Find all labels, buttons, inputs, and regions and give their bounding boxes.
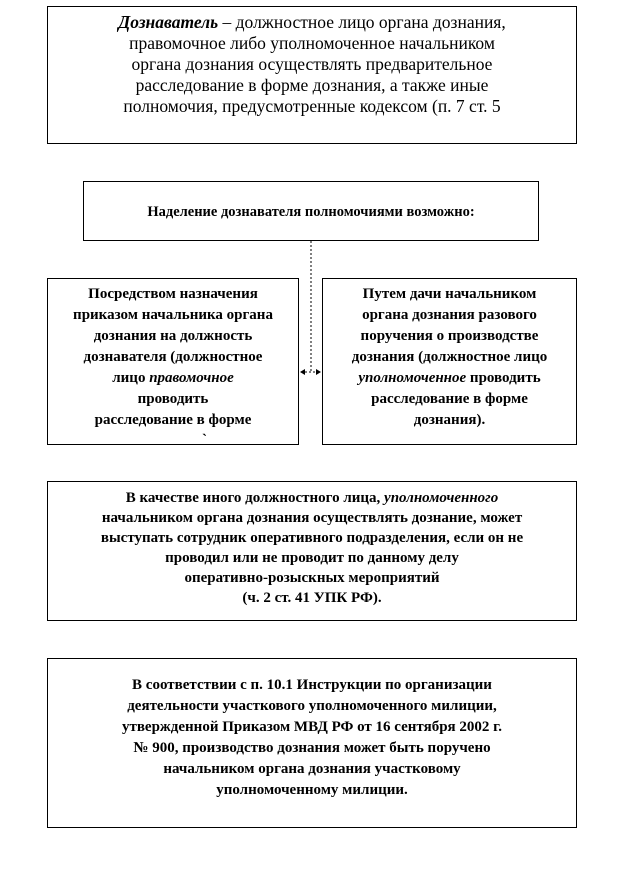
appointment-line: дознавателя (должностное (83, 349, 263, 365)
order-line: уполномоченное проводить (358, 370, 541, 386)
arrow-right-icon (316, 369, 321, 375)
appointment-line: лицо правомочное (112, 370, 234, 386)
definition-line: полномочия, предусмотренные кодексом (п. 7 ст. 5 (123, 96, 501, 116)
order-line: органа дознания разового (362, 307, 537, 323)
instruction-line: деятельности участкового уполномоченного милиции, (127, 698, 497, 714)
instruction-line: начальником органа дознания участковому (163, 761, 461, 777)
other-official-line: оперативно-розыскных мероприятий (184, 570, 440, 586)
powers-header-text: Наделение дознавателя полномочиями возможно: (147, 204, 475, 220)
order-line: Путем дачи начальником (362, 286, 537, 302)
term-empowered: уполномоченное (358, 370, 467, 386)
order-line: дознания). (413, 412, 486, 428)
other-official-line: (ч. 2 ст. 41 УПК РФ). (242, 590, 382, 606)
one-time-order-box (322, 278, 577, 445)
instruction-box (47, 658, 577, 828)
term-empowered: уполномоченного (384, 490, 499, 506)
appointment-line: приказом начальника органа (73, 307, 273, 323)
definition-line: органа дознания осуществлять предварительное (131, 54, 493, 74)
appointment-line: дознания на должность (93, 328, 253, 344)
stray-tick-mark: ` (202, 432, 207, 448)
appointment-line: Посредством назначения (88, 286, 258, 302)
arrow-left-icon (300, 369, 305, 375)
appointment-box (47, 278, 299, 445)
definition-line: расследование в форме дознания, а также иные (135, 75, 489, 95)
order-line: дознания (должностное лицо (351, 349, 548, 365)
appointment-line: расследование в форме (94, 412, 252, 428)
other-official-line: начальником органа дознания осуществлять дознание, может (101, 510, 523, 526)
instruction-line: В соответствии с п. 10.1 Инструкции по организации (132, 677, 492, 693)
definition-line: Дознаватель – должностное лицо органа дознания, (118, 12, 506, 32)
term-authorized: правомочное (149, 370, 234, 386)
order-line: поручения о производстве (360, 328, 539, 344)
instruction-line: уполномоченному милиции. (216, 782, 408, 798)
other-official-line: выступать сотрудник оперативного подразделения, если он не (100, 530, 524, 546)
other-official-line: проводил или не проводит по данному делу (165, 550, 459, 566)
other-official-line: В качестве иного должностного лица, уполномоченного (125, 490, 499, 506)
instruction-line: утвержденной Приказом МВД РФ от 16 сентября 2002 г. (121, 719, 503, 735)
instruction-line: № 900, производство дознания может быть поручено (133, 740, 491, 756)
other-official-box (47, 481, 577, 621)
order-line: расследование в форме (371, 391, 528, 407)
definition-term: Дознаватель (118, 12, 219, 32)
definition-line: правомочное либо уполномоченное начальником (129, 33, 495, 53)
appointment-line: проводить (137, 391, 209, 407)
